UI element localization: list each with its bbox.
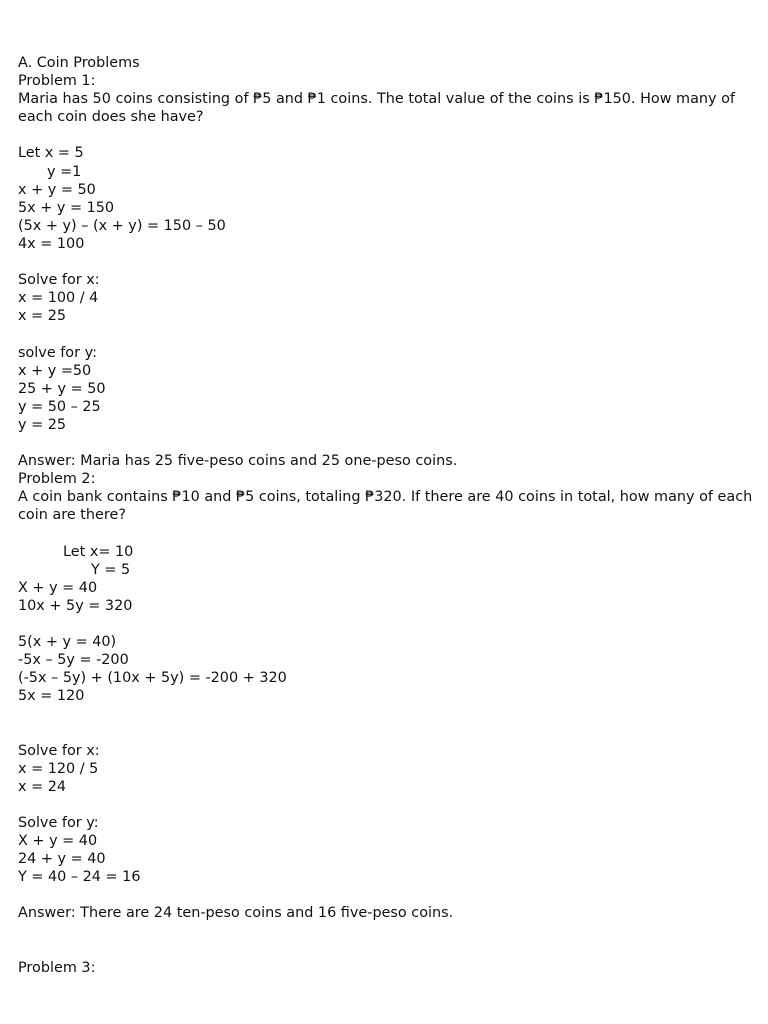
problem1-solve-y-step: y = 25: [18, 416, 67, 433]
blank-line: [18, 923, 758, 941]
blank-line: [18, 126, 758, 144]
problem1-solve-y-step: y = 50 – 25: [18, 398, 101, 415]
problem2-solve-y-step: X + y = 40: [18, 833, 98, 850]
problem1-answer: Answer: Maria has 25 five-peso coins and 25 one-peso coins.: [18, 453, 458, 470]
problem1-equation: 5x + y = 150: [18, 199, 115, 216]
problem2-let-y: Y = 5: [91, 561, 131, 578]
problem1-solve-x-label: Solve for x:: [18, 272, 100, 289]
blank-line: [18, 796, 758, 814]
blank-line: [18, 705, 758, 723]
problem1-solve-x-step: x = 25: [18, 308, 67, 325]
problem2-answer: Answer: There are 24 ten-peso coins and 16 five-peso coins.: [18, 905, 454, 922]
problem1-solve-y-label: solve for y:: [18, 344, 97, 361]
problem2-let-x: Let x= 10: [63, 543, 134, 560]
blank-line: [18, 886, 758, 904]
blank-line: [18, 723, 758, 741]
problem1-solve-x-step: x = 100 / 4: [18, 290, 99, 307]
blank-line: [18, 615, 758, 633]
problem1-equation: 4x = 100: [18, 235, 85, 252]
blank-line: [18, 434, 758, 452]
problem1-equation: (5x + y) – (x + y) = 150 – 50: [18, 217, 226, 234]
problem2-equation: 10x + 5y = 320: [18, 597, 133, 614]
problem2-equation: (-5x – 5y) + (10x + 5y) = -200 + 320: [18, 670, 287, 687]
problem2-statement: A coin bank contains ₱10 and ₱5 coins, totaling ₱320. If there are 40 coins in total, how many of each coin are there?: [18, 489, 753, 524]
problem2-solve-x-step: x = 24: [18, 778, 67, 795]
problem2-equation: -5x – 5y = -200: [18, 652, 129, 669]
problem1-statement: Maria has 50 coins consisting of ₱5 and ₱1 coins. The total value of the coins is ₱150. How many of each coin does she have?: [18, 91, 735, 126]
section-heading: A. Coin Problems: [18, 55, 140, 71]
problem2-equation: X + y = 40: [18, 579, 98, 596]
blank-line: [18, 253, 758, 271]
problem2-solve-x-label: Solve for x:: [18, 742, 100, 759]
problem1-let-y: y =1: [47, 163, 82, 180]
blank-line: [18, 325, 758, 343]
problem2-equation: 5(x + y = 40): [18, 634, 117, 650]
problem2-label: Problem 2:: [18, 471, 96, 488]
problem1-solve-y-step: 25 + y = 50: [18, 380, 106, 397]
problem1-equation: x + y = 50: [18, 181, 96, 198]
blank-line: [18, 524, 758, 542]
problem2-solve-y-label: Solve for y:: [18, 814, 99, 831]
problem1-solve-y-step: x + y =50: [18, 362, 92, 379]
problem1-label: Problem 1:: [18, 73, 96, 90]
blank-line: [18, 941, 758, 959]
document-body: [18, 54, 758, 977]
problem2-solve-y-step: Y = 40 – 24 = 16: [18, 869, 141, 886]
problem2-equation: 5x = 120: [18, 688, 85, 705]
problem2-solve-x-step: x = 120 / 5: [18, 760, 99, 777]
problem2-solve-y-step: 24 + y = 40: [18, 851, 106, 868]
problem3-label: Problem 3:: [18, 959, 96, 976]
problem1-let-x: Let x = 5: [18, 145, 84, 162]
